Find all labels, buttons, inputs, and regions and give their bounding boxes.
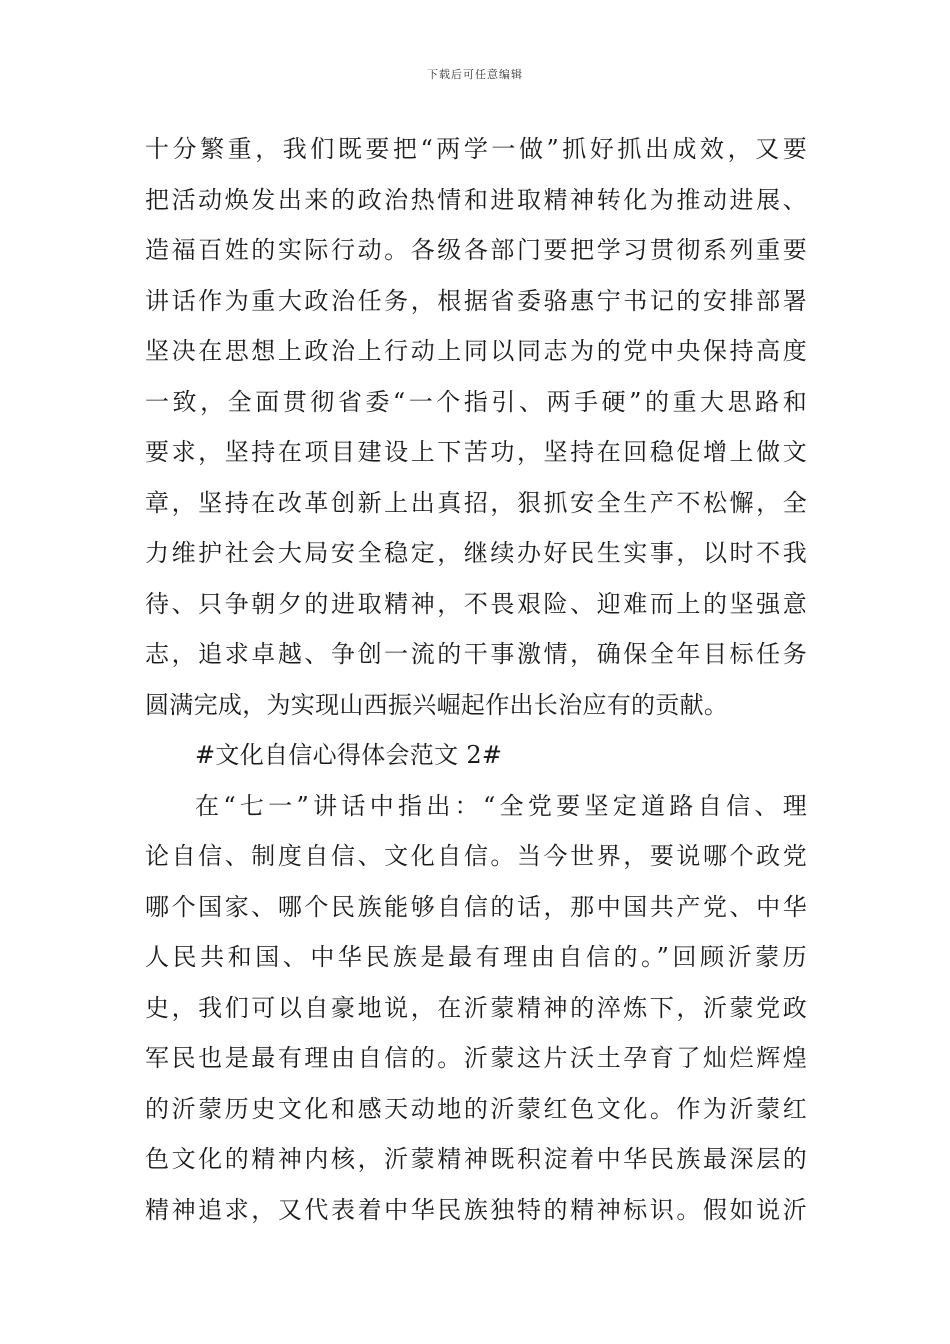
text-line: 人民共和国、中华民族是最有理由自信的。”回顾沂蒙历 <box>145 943 807 971</box>
text-line: 史，我们可以自豪地说，在沂蒙精神的淬炼下，沂蒙党政 <box>145 993 807 1022</box>
text-line: 要求，坚持在项目建设上下苦功，坚持在回稳促增上做文 <box>145 438 807 466</box>
text-line: 论自信、制度自信、文化自信。当今世界，要说哪个政党 <box>145 842 807 870</box>
text-line: 的沂蒙历史文化和感天动地的沂蒙红色文化。作为沂蒙红 <box>145 1094 807 1123</box>
paragraph-2 <box>145 781 807 1236</box>
text-line: 力维护社会大局安全稳定，继续办好民生实事，以时不我 <box>145 539 807 567</box>
text-line: 坚决在思想上政治上行动上同以同志为的党中央保持高度 <box>145 337 807 365</box>
text-line: 一致，全面贯彻省委“一个指引、两手硬”的重大思路和 <box>145 387 807 416</box>
text-line: 把活动焕发出来的政治热情和进取精神转化为推动进展、 <box>145 185 807 214</box>
text-line: 待、只争朝夕的进取精神，不畏艰险、迎难而上的坚强意 <box>145 589 807 618</box>
text-line: 造福百姓的实际行动。各级各部门要把学习贯彻系列重要 <box>145 236 807 264</box>
document-body <box>145 124 807 1235</box>
text-line: 精神追求，又代表着中华民族独特的精神标识。假如说沂 <box>145 1195 807 1224</box>
text-line: 在“七一”讲话中指出：“全党要坚定道路自信、理 <box>195 791 807 820</box>
text-line: 哪个国家、哪个民族能够自信的话，那中国共产党、中华 <box>145 892 807 921</box>
paragraph-1 <box>145 124 807 730</box>
text-line: 讲话作为重大政治任务，根据省委骆惠宁书记的安排部署 <box>145 286 807 315</box>
text-line: 圆满完成，为实现山西振兴崛起作出长治应有的贡献。 <box>145 690 729 719</box>
section-heading: #文化自信心得体会范文 2# <box>195 741 503 769</box>
text-line: 军民也是最有理由自信的。沂蒙这片沃土孕育了灿烂辉煌 <box>145 1044 807 1072</box>
page-header: 下载后可任意编辑 <box>427 68 523 81</box>
text-line: 章，坚持在改革创新上出真招，狠抓安全生产不松懈，全 <box>145 488 807 517</box>
text-line: 十分繁重，我们既要把“两学一做”抓好抓出成效，又要 <box>145 135 807 163</box>
text-line: 色文化的精神内核，沂蒙精神既积淀着中华民族最深层的 <box>145 1145 807 1173</box>
text-line: 志，追求卓越、争创一流的干事激情，确保全年目标任务 <box>145 640 807 668</box>
